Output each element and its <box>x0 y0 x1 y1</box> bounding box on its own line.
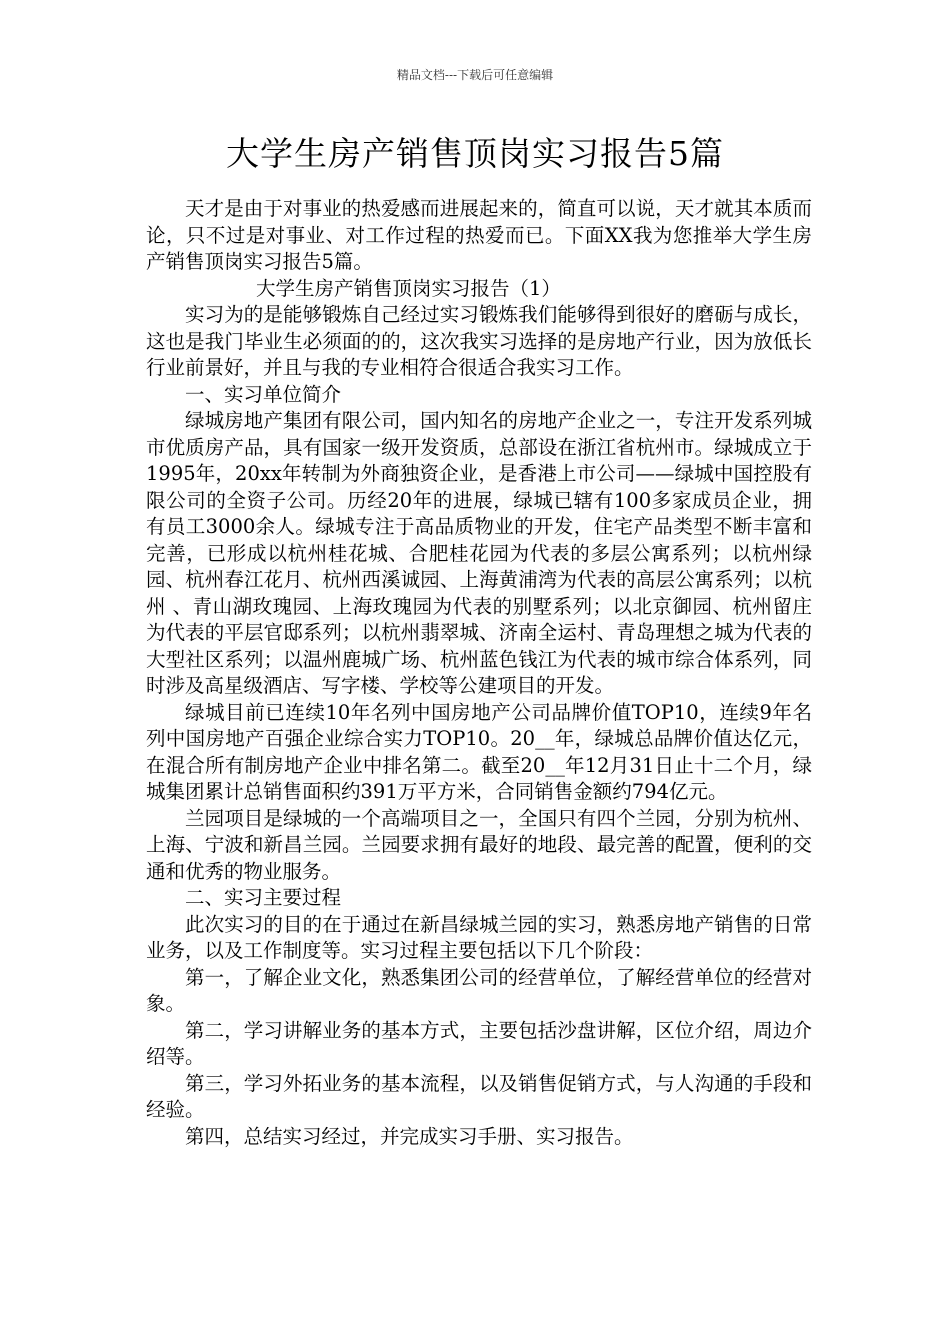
page-header: 精品文档---下载后可任意编辑 <box>396 68 554 82</box>
document-title: 大学生房产销售顶岗实习报告5篇 <box>226 134 724 173</box>
intro-paragraph: 天才是由于对事业的热爱感而进展起来的，简直可以说，天才就其本质而论，只不过是对事业、对工作过程的热爱而已。下面XX我为您推举大学生房产销售顶岗实习报告5篇。 <box>146 197 812 273</box>
paragraph: 绿城房地产集团有限公司，国内知名的房地产企业之一，专注开发系列城市优质房产品，具有国家一级开发资质，总部设在浙江省杭州市。绿城成立于1995年，20xx年转制为外商独资企业，是香港上市公司——绿城中国控股有限公司的全资子公司。历经20年的进展，绿城已辖有100多家成员企业，拥有员工3000余人。绿城专注于高品质物业的开发，住宅产品类型不断丰富和完善，已形成以杭州桂花城、合肥桂花园为代表的多层公寓系列；以杭州绿园、杭州春江花月、杭州西溪诚园、上海黄浦湾为代表的高层公寓系列；以杭州 、青山湖玫瑰园、上海玫瑰园为代表的别墅系列；以北京御园、杭州留庄为代表的平层官邸系列；以杭州翡翠城、济南全运村、青岛理想之城为代表的大型社区系列；以温州鹿城广场、杭州蓝色钱江为代表的城市综合体系列，同时涉及高星级酒店、写字楼、学校等公建项目的开发。 <box>146 409 812 697</box>
paragraph: 第四，总结实习经过，并完成实习手册、实习报告。 <box>185 1124 634 1148</box>
paragraph: 第一，了解企业文化，熟悉集团公司的经营单位，了解经营单位的经营对象。 <box>146 965 812 1015</box>
paragraph: 兰园项目是绿城的一个高端项目之一，全国只有四个兰园，分别为杭州、上海、宁波和新昌兰园。兰园要求拥有最好的地段、最完善的配置，便利的交通和优秀的物业服务。 <box>146 806 812 883</box>
paragraph: 实习为的是能够锻炼自己经过实习锻炼我们能够得到很好的磨砺与成长，这也是我门毕业生必须面的的，这次我实习选择的是房地产行业，因为放低长行业前景好，并且与我的专业相符合很适合我实习工作。 <box>146 303 812 379</box>
paragraph: 第三，学习外拓业务的基本流程，以及销售促销方式，与人沟通的手段和经验。 <box>146 1071 812 1121</box>
paragraph: 第二，学习讲解业务的基本方式，主要包括沙盘讲解，区位介绍，周边介绍等。 <box>146 1018 812 1068</box>
section-heading: 二、实习主要过程 <box>185 886 342 909</box>
report-subtitle: 大学生房产销售顶岗实习报告（1） <box>256 276 561 300</box>
paragraph: 此次实习的目的在于通过在新昌绿城兰园的实习，熟悉房地产销售的日常业务，以及工作制度等。实习过程主要包括以下几个阶段： <box>146 912 812 962</box>
paragraph: 绿城目前已连续10年名列中国房地产公司品牌价值TOP10，连续9年名列中国房地产百强企业综合实力TOP10。20__年，绿城总品牌价值达亿元，在混合所有制房地产企业中排名第二。截至20__年12月31日止十二个月，绿城集团累计总销售面积约391万平方米，合同销售金额约794亿元。 <box>146 700 812 803</box>
section-heading: 一、实习单位简介 <box>185 382 342 406</box>
document-body <box>146 196 812 1150</box>
